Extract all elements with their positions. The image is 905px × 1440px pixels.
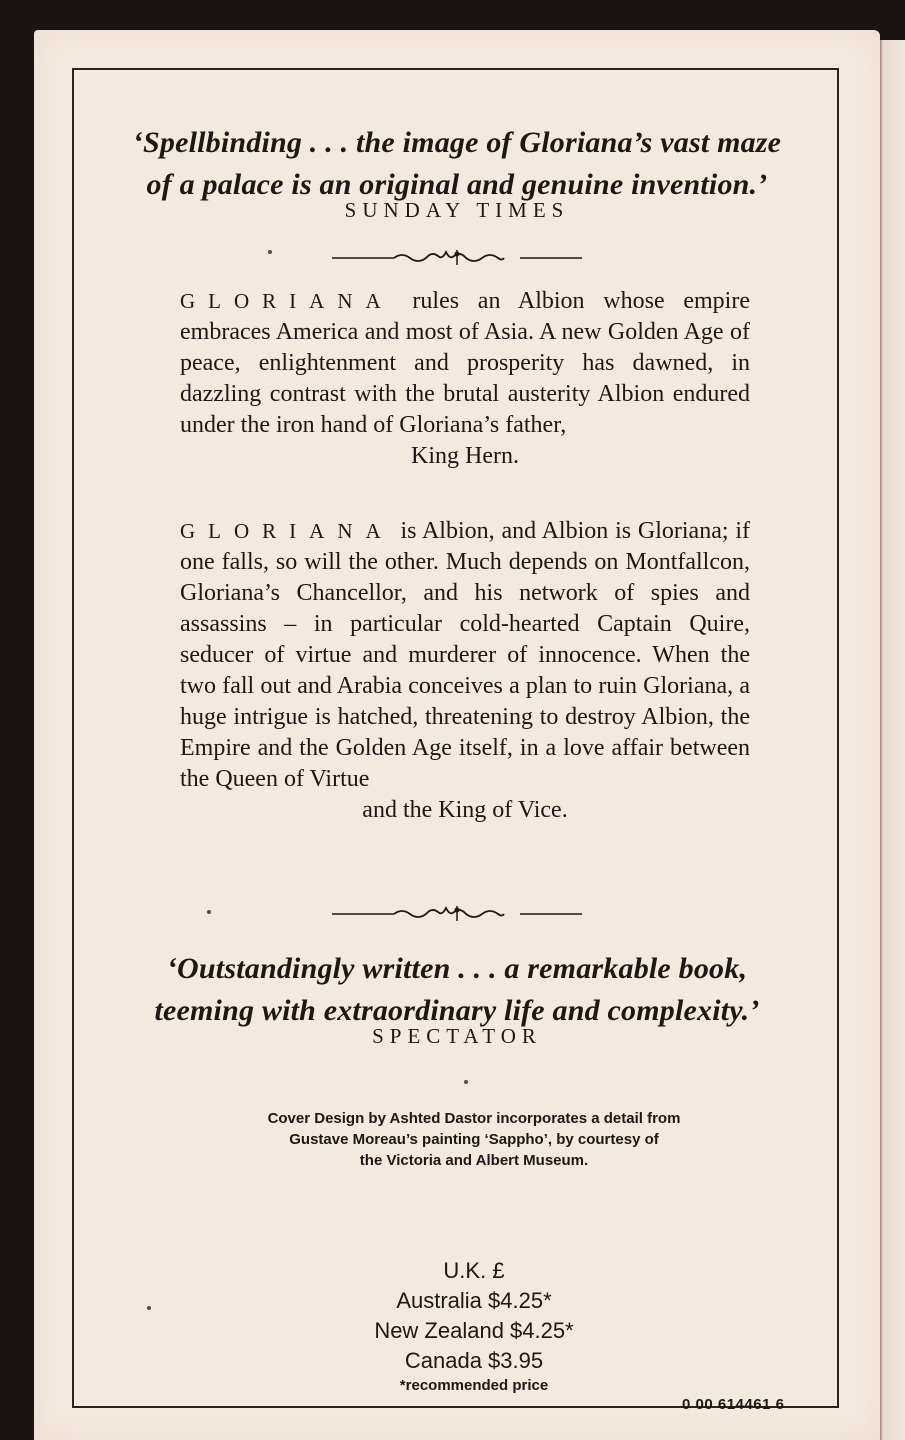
bottom-quote-line-2: teeming with extraordinary life and complexity.’ [154, 994, 760, 1027]
price-australia: Australia $4.25* [396, 1288, 552, 1313]
bottom-quote-line-1: ‘Outstandingly written . . . a remarkable book, [166, 952, 748, 985]
synopsis-2-end: and the King of Vice. [362, 797, 568, 823]
price-uk: U.K. £ [443, 1258, 505, 1283]
title-caps: GLORIANA [180, 519, 394, 543]
title-caps: GLORIANA [180, 289, 394, 313]
synopsis-paragraph-2 [180, 516, 750, 826]
top-quote-line-2: of a palace is an original and genuine invention.’ [146, 168, 768, 201]
ornament-divider-top [34, 248, 880, 268]
synopsis-paragraph-1 [180, 286, 750, 472]
speck [147, 1306, 151, 1310]
price-note: *recommended price [399, 1377, 549, 1394]
bottom-quote-source: SPECTATOR [372, 1024, 542, 1048]
credit-line-2: Gustave Moreau’s painting ‘Sappho’, by courtesy of [289, 1131, 659, 1148]
back-cover [34, 30, 880, 1440]
top-quote-source: SUNDAY TIMES [344, 198, 570, 222]
isbn-number: 0 00 614461 6 [682, 1396, 785, 1413]
top-quote-line-1: ‘Spellbinding . . . the image of Gloriana’s vast maze [132, 126, 782, 159]
synopsis-1-text: rules an Albion whose empire embraces America and most of Asia. A new Golden Age of peace, enlightenment and prosperity has dawned, in dazzling contrast with the brutal austerity Albion endured under the iron hand of Gloriana’s father, [180, 288, 750, 438]
price-list [354, 1256, 594, 1396]
speck [464, 1080, 468, 1084]
price-new-zealand: New Zealand $4.25* [374, 1318, 574, 1343]
price-canada: Canada $3.95 [404, 1348, 544, 1373]
synopsis-2-text: is Albion, and Albion is Gloriana; if one falls, so will the other. Much depends on Montfallcon, Gloriana’s Chancellor, and his network of spies and assassins – in particular cold-hearted Captain Quire, seducer of virtue and murderer of innocence. When the two fall out and Arabia conceives a plan to ruin Gloriana, a huge intrigue is hatched, threatening to destroy Albion, the Empire and the Golden Age itself, in a love affair between the Queen of Virtue [180, 518, 750, 792]
top-review-quote [34, 122, 880, 206]
synopsis-1-end: King Hern. [411, 443, 519, 469]
bottom-review-quote [34, 948, 880, 1032]
ornament-divider-bottom [34, 904, 880, 924]
speck [207, 910, 211, 914]
cover-credit [224, 1108, 724, 1171]
credit-line-3: the Victoria and Albert Museum. [359, 1152, 589, 1169]
speck [268, 250, 272, 254]
credit-line-1: Cover Design by Ashted Dastor incorporates a detail from [267, 1110, 681, 1127]
